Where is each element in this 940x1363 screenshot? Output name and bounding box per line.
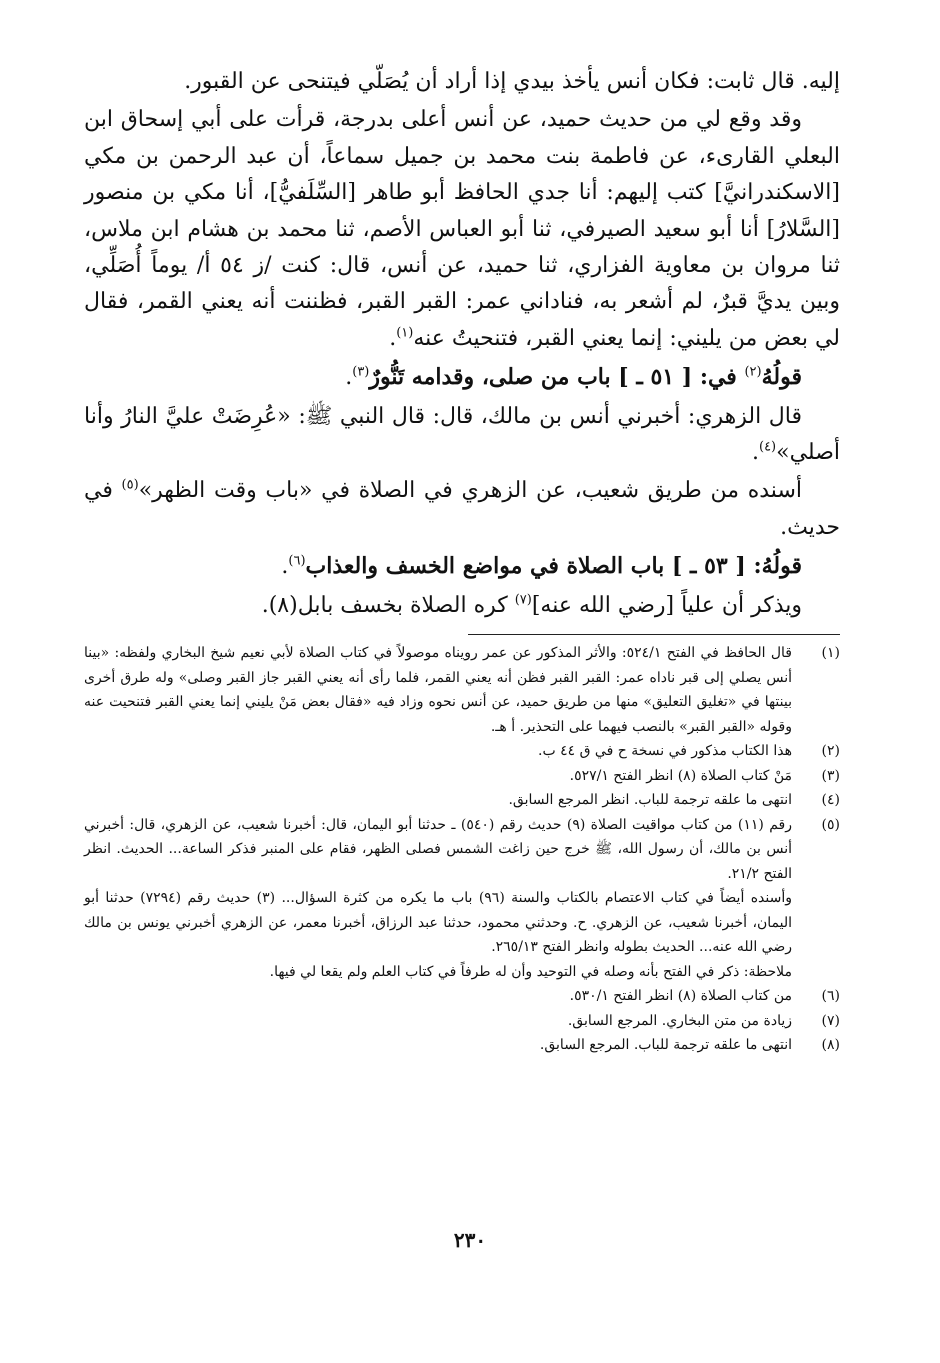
footnote-divider <box>468 634 840 635</box>
footnote <box>84 641 840 739</box>
paragraph-tail: في حديث. <box>84 478 840 540</box>
footnote-ref: (٥) <box>121 478 139 494</box>
paragraph-text: قال الزهري: أخبرني أنس بن مالك، قال: قال النبي ﷺ: «عُرِضَتْ عليَّ النارُ وأنا أصلي» <box>84 403 840 466</box>
footnote-ref: (٧) <box>514 592 532 608</box>
footnote-text: ملاحظة: ذكر في الفتح بأنه وصله في التوحيد وأن له طرفاً في كتاب العلم ولم يقعا لي فيها. <box>269 963 792 980</box>
main-text <box>84 64 840 624</box>
footnote-text: رقم (١١) من كتاب مواقيت الصلاة (٩) حديث رقم (٥٤٠) ـ حدثنا أبو اليمان، قال: أخبرنا شعيب، عن الزهري، قال: أخبرني أنس بن مالك، أن رسول الله، ﷺ خرج حين زاغت الشمس فصلى الظهر، فقام على المنبر فذكر الساعة... الحديث. انظر الفتح ٢١/٢. <box>84 816 792 882</box>
footnote-ref: (٤) <box>758 439 777 455</box>
paragraph-text: ويذكر أن علياً [رضي الله عنه] <box>531 592 802 618</box>
footnote-continuation <box>84 886 840 960</box>
heading-lead: قولُهُ <box>761 553 802 580</box>
footnote-number: (١) <box>821 645 840 662</box>
footnote-number: (٣) <box>821 767 840 784</box>
footnote-number: (٨) <box>821 1037 840 1054</box>
footnote-text: مَنْ كتاب الصلاة (٨) انظر الفتح ٥٢٧/١. <box>569 767 792 784</box>
paragraph-tail: . <box>389 325 397 351</box>
footnote-ref: (٣) <box>352 364 370 380</box>
paragraph-tail: كره الصلاة بخسف بابل(٨). <box>261 592 515 618</box>
paragraph <box>84 64 840 100</box>
footnote-text: انتهى ما علقه ترجمة للباب. انظر المرجع السابق. <box>508 792 792 809</box>
footnote <box>84 764 840 789</box>
footnote-number: (٦) <box>821 988 840 1005</box>
paragraph-text: أسنده من طريق شعيب، عن الزهري في الصلاة في «باب وقت الظهر» <box>138 478 802 504</box>
footnote-continuation <box>84 960 840 985</box>
footnote-ref: (٦) <box>288 553 306 569</box>
section-heading <box>84 359 840 396</box>
footnote-ref: (١) <box>396 325 414 341</box>
footnotes <box>84 641 840 1058</box>
footnote <box>84 813 840 887</box>
paragraph <box>84 473 840 546</box>
footnote-number <box>792 886 840 960</box>
paragraph-tail: . <box>345 365 353 391</box>
paragraph-text: إليه. قال ثابت: فكان أنس يأخذ بيدي إذا أراد أن يُصَلّي فيتنحى عن القبور. <box>184 69 840 94</box>
footnote-text: من كتاب الصلاة (٨) انظر الفتح ٥٣٠/١. <box>569 988 792 1005</box>
footnote-number: (٧) <box>821 1012 840 1029</box>
heading-lead: قولُهُ <box>761 364 802 391</box>
footnote-ref: (٢) <box>744 364 762 380</box>
paragraph-tail: . <box>751 440 759 466</box>
footnote-number: (٢) <box>821 743 840 760</box>
paragraph <box>84 588 840 624</box>
page-number: ٢٣٠ <box>453 1228 487 1252</box>
footnote <box>84 788 840 813</box>
footnote-number <box>792 960 840 985</box>
footnote <box>84 1009 840 1034</box>
paragraph <box>84 102 840 357</box>
footnote <box>84 739 840 764</box>
footnote-text: هذا الكتاب مذكور في نسخة ح في ق ٤٤ ب. <box>538 743 792 760</box>
footnote <box>84 984 840 1009</box>
section-heading <box>84 548 840 585</box>
footnote-text: زيادة من متن البخاري. المرجع السابق. <box>567 1012 792 1029</box>
footnote-text: قال الحافظ في الفتح ٥٢٤/١: والأثر المذكور عن عمر رويناه موصولاً في كتاب الصلاة لأبي نعيم شيخ البخاري ولفظه: «بينا أنس يصلي إلى قبر ناداه عمر: القبر القبر فظن أنه يعني القمر، فلما رأى أنه يعني القبر جاز القبر وصلى» وله طرق أخرى بينتها في «تغليق التعليق» منها من طريق حميد، عن أنس نحوه وزاد فيه «فقال بعض مَنْ يليني إنما يعني القبر فتنحيت عنه وقوله «القبر القبر» بالنصب فيهما على التحذير. أ هـ. <box>84 645 792 735</box>
footnote-number: (٤) <box>821 792 840 809</box>
footnote <box>84 1033 840 1058</box>
document-page <box>84 64 840 1058</box>
footnote-number: (٥) <box>821 816 840 833</box>
paragraph-text: وقد وقع لي من حديث حميد، عن أنس أعلى بدرجة، قرأت على أبي إسحاق ابن البعلي القارىء، عن فاطمة بنت محمد بن جميل سماعاً، أن عبد الرحمن بن مكي [الاسكندرانيَّ] كتب إليهم: أنا جدي الحافظ أبو طاهر [السِّلَفيُّ]، أنا مكي بن منصور [السَّلارُ] أنا أبو سعيد الصيرفي، ثنا أبو العباس الأصم، ثنا محمد بن هشام ابن ملاس، ثنا مروان بن معاوية الفزاري، ثنا حميد، عن أنس، قال: كنت /ز ٥٤ أ/ يوماً أُصَلِّي، وبين يديَّ قبرٌ، لم أشعر به، فناداني عمر: القبر القبر، فظننت أنه يعني القمر، فقال لي بعض من يليني: إنما يعني القبر، فتنحيتُ عنه <box>84 107 840 351</box>
paragraph <box>84 399 840 472</box>
footnote-text: انتهى ما علقه ترجمة للباب. المرجع السابق. <box>539 1037 792 1054</box>
heading-text: في: [ ٥١ ـ ] باب من صلى، وقدامه تَنُّورٌ <box>369 364 745 391</box>
heading-text: : [ ٥٣ ـ ] باب الصلاة في مواضع الخسف والعذاب <box>305 553 762 580</box>
footnote-text: وأسنده أيضاً في كتاب الاعتصام بالكتاب والسنة (٩٦) باب ما يكره من كثرة السؤال... (٣) حديث رقم (٧٢٩٤) حدثنا أبو اليمان، أخبرنا شعيب، عن الزهري. ح. وحدثني محمود، حدثنا عبد الرزاق، أخبرنا معمر، عن الزهري أخبرني يونس بن مالك رضي الله عنه... الحديث بطوله وانظر الفتح ٢٦٥/١٣. <box>84 890 792 956</box>
paragraph-tail: . <box>281 554 289 580</box>
